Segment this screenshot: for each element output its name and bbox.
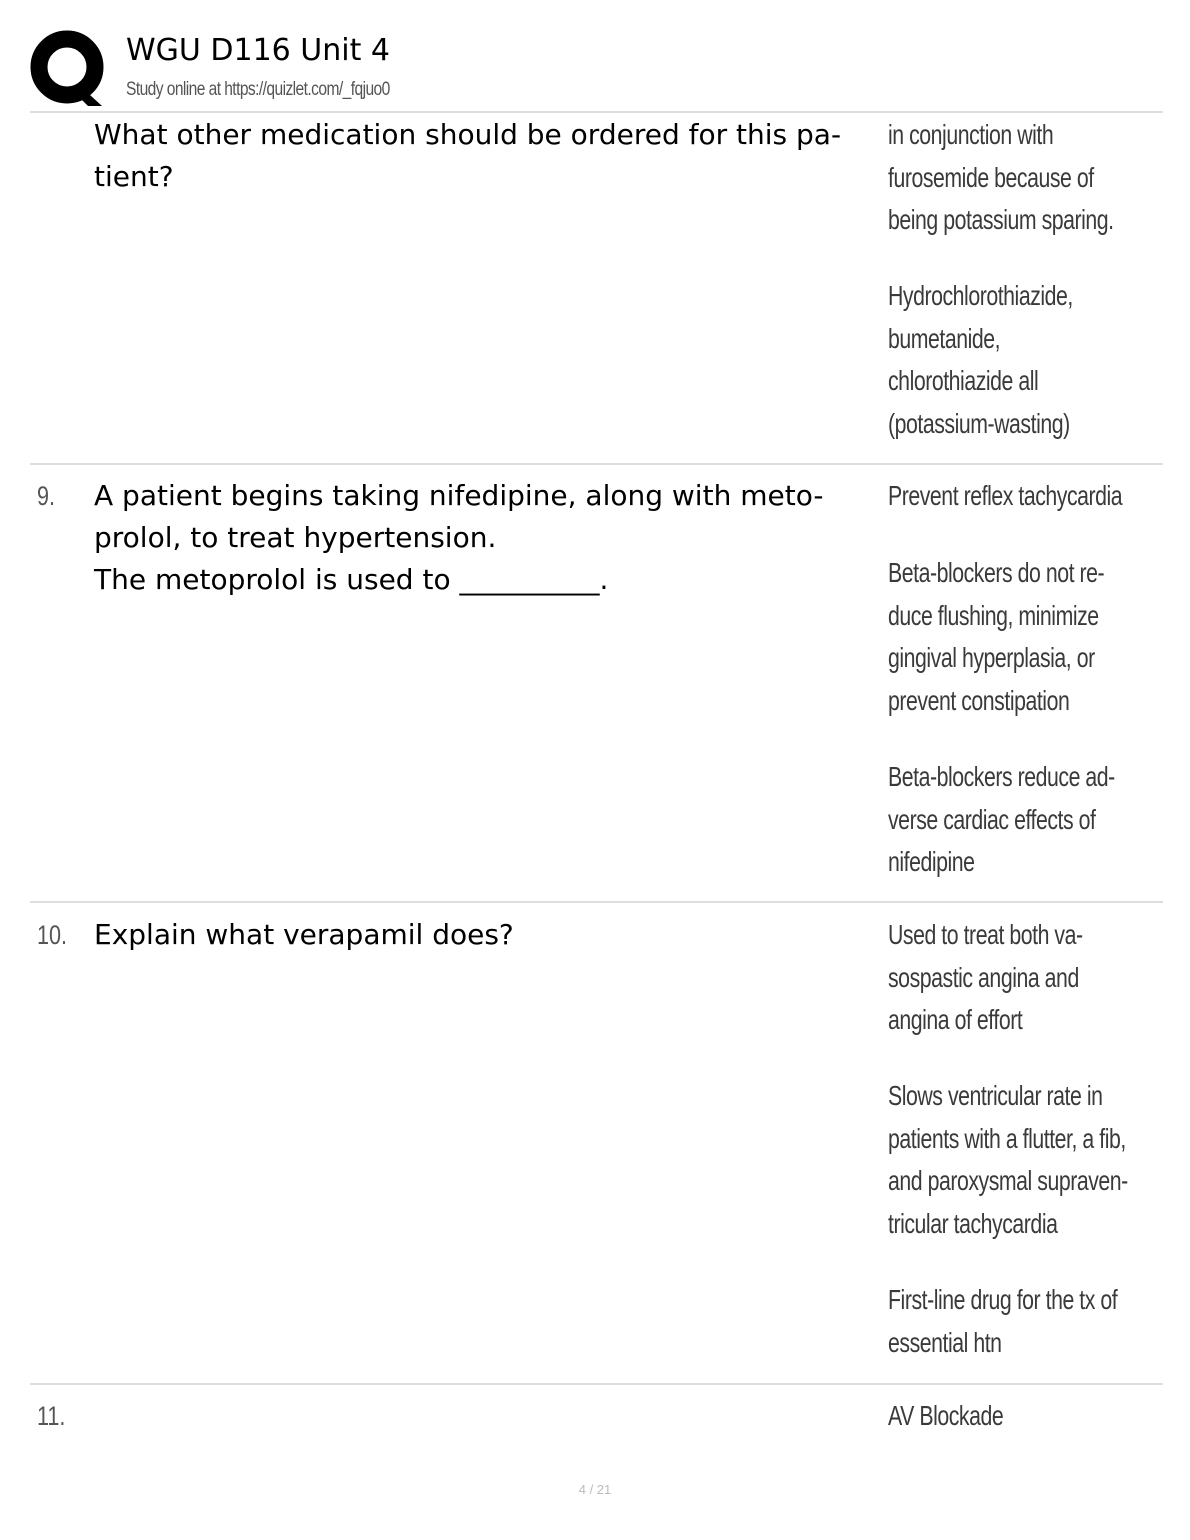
study-online-link[interactable]: Study online at https://quizlet.com/_fqjuo0 [126, 79, 390, 100]
quizlet-logo-icon [30, 30, 108, 108]
card-question: What other medication should be ordered for this pa- tient? [94, 118, 842, 193]
page-number: 4 / 21 [578, 1482, 612, 1497]
header-divider [30, 111, 1163, 113]
card-divider [30, 901, 1163, 903]
card-question: A patient begins taking nifedipine, along with meto- prolol, to treat hypertension. The metoprolol is used to __________. [94, 479, 824, 596]
card-answer: Prevent reflex tachycardia [888, 480, 1123, 511]
card-answer: AV Blockade [888, 1400, 1004, 1431]
card-divider [30, 463, 1163, 465]
card-number: 11. [37, 1401, 66, 1431]
card-question: Explain what verapamil does? [94, 918, 514, 951]
card-answer: Hydrochlorothiazide, bumetanide, chlorothiazide all (potassium-wasting) [888, 280, 1073, 439]
card-number: 10. [37, 920, 68, 950]
card-answer: Beta-blockers reduce ad- verse cardiac effects of nifedipine [888, 761, 1115, 877]
card-answer: in conjunction with furosemide because of being potassium sparing. [888, 119, 1114, 235]
card-divider [30, 1383, 1163, 1385]
card-answer: First-line drug for the tx of essential htn [888, 1284, 1118, 1358]
card-answer: Slows ventricular rate in patients with a flutter, a fib, and paroxysmal supraven- tricular tachycardia [888, 1080, 1128, 1239]
card-answer: Used to treat both va- sospastic angina and angina of effort [888, 919, 1083, 1035]
document-title: WGU D116 Unit 4 [126, 33, 390, 68]
card-number: 9. [37, 481, 56, 511]
card-answer: Beta-blockers do not re- duce flushing, minimize gingival hyperplasia, or prevent constipation [888, 557, 1105, 716]
